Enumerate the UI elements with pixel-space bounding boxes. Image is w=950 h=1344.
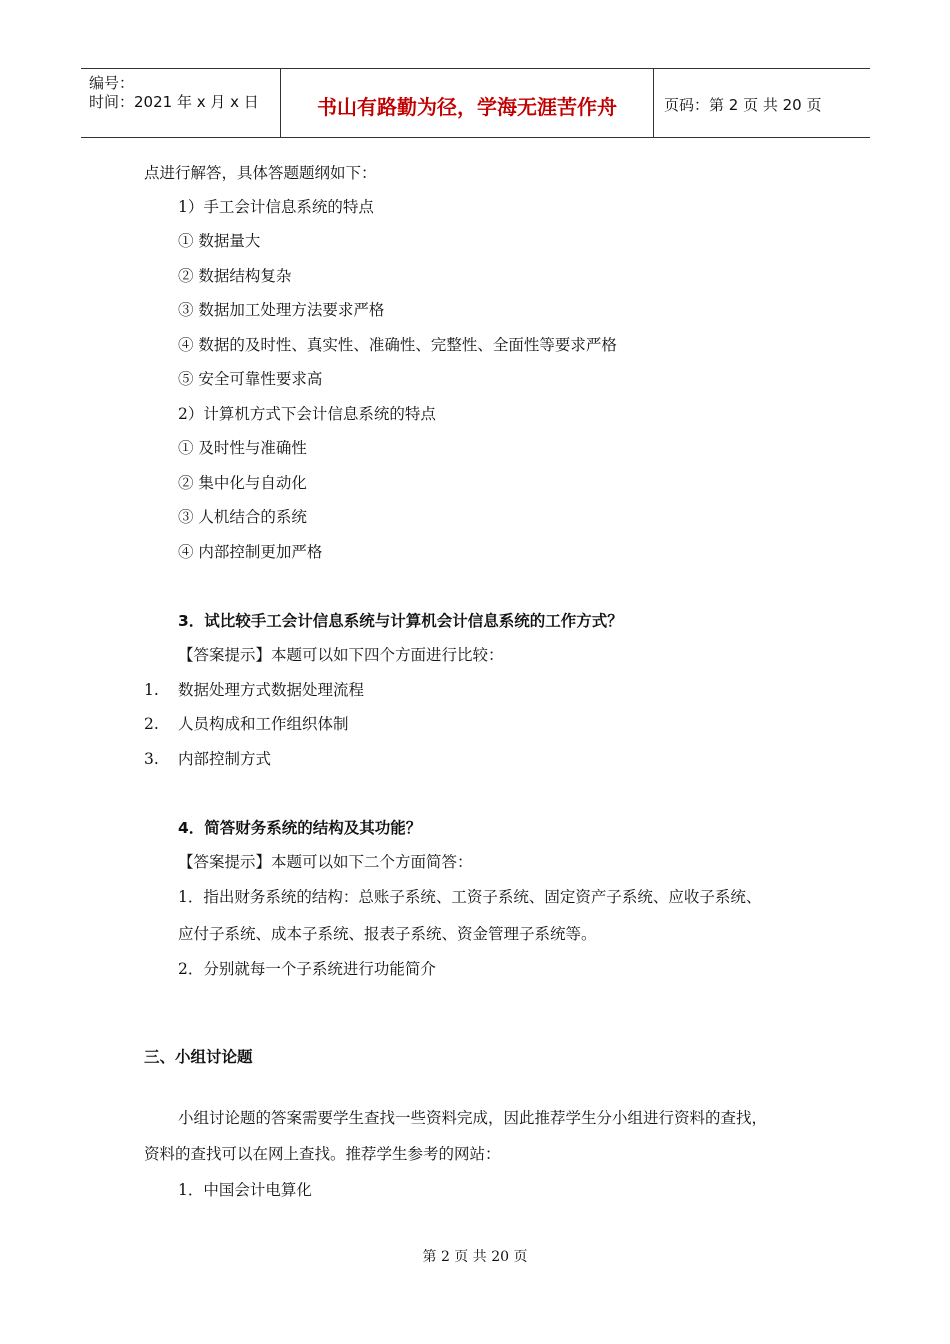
header-page-info: 页码：第 2 页 共 20 页: [664, 96, 822, 114]
manual-feature-item: ① 数据量大: [178, 232, 261, 250]
computer-feature-item: ① 及时性与准确性: [178, 439, 307, 457]
section-3-list-item: 1．中国会计电算化: [178, 1181, 312, 1199]
question-3-hint: 【答案提示】本题可以如下四个方面进行比较：: [178, 646, 504, 664]
computer-feature-item: ④ 内部控制更加严格: [178, 543, 323, 561]
question-4-line: 2．分别就每一个子系统进行功能简介: [178, 960, 436, 978]
question-4-hint: 【答案提示】本题可以如下二个方面简答：: [178, 853, 473, 871]
question-4-title: 4．简答财务系统的结构及其功能？: [178, 819, 422, 837]
list-item: 数据处理方式数据处理流程: [178, 681, 365, 699]
page-footer: 第 2 页 共 20 页: [422, 1249, 528, 1265]
manual-feature-item: ⑤ 安全可靠性要求高: [178, 370, 323, 388]
computer-feature-item: ③ 人机结合的系统: [178, 508, 307, 526]
header-left-cell: [81, 69, 281, 137]
section-3-paragraph: 小组讨论题的答案需要学生查找一些资料完成，因此推荐学生分小组进行资料的查找，: [178, 1109, 768, 1127]
header-slogan: 书山有路勤为径，学海无涯苦作舟: [317, 95, 617, 119]
header-number-label: 编号：: [89, 74, 135, 92]
computer-features-heading: 2）计算机方式下会计信息系统的特点: [178, 405, 436, 423]
header-time-label: 时间：2021 年 x 月 x 日: [89, 93, 259, 111]
computer-feature-item: ② 集中化与自动化: [178, 474, 307, 492]
manual-feature-item: ④ 数据的及时性、真实性、准确性、完整性、全面性等要求严格: [178, 336, 617, 354]
header-right-cell: [654, 69, 870, 137]
list-item: 内部控制方式: [178, 750, 272, 768]
manual-feature-item: ② 数据结构复杂: [178, 267, 292, 285]
manual-features-heading: 1）手工会计信息系统的特点: [178, 198, 374, 216]
header-middle-cell: [281, 69, 654, 137]
list-item-number: 2.: [144, 715, 159, 733]
list-item: 人员构成和工作组织体制: [178, 715, 349, 733]
section-3-paragraph: 资料的查找可以在网上查找。推荐学生参考的网站：: [144, 1145, 501, 1163]
question-3-title: 3．试比较手工会计信息系统与计算机会计信息系统的工作方式？: [178, 612, 623, 630]
intro-text: 点进行解答，具体答题题纲如下：: [144, 164, 377, 182]
section-3-title: 三、小组讨论题: [144, 1048, 253, 1066]
question-4-line: 应付子系统、成本子系统、报表子系统、资金管理子系统等。: [178, 925, 597, 943]
question-4-line: 1．指出财务系统的结构：总账子系统、工资子系统、固定资产子系统、应收子系统、: [178, 888, 762, 906]
list-item-number: 3.: [144, 750, 159, 768]
list-item-number: 1.: [144, 681, 159, 699]
manual-feature-item: ③ 数据加工处理方法要求严格: [178, 301, 385, 319]
page-header: [81, 68, 870, 138]
